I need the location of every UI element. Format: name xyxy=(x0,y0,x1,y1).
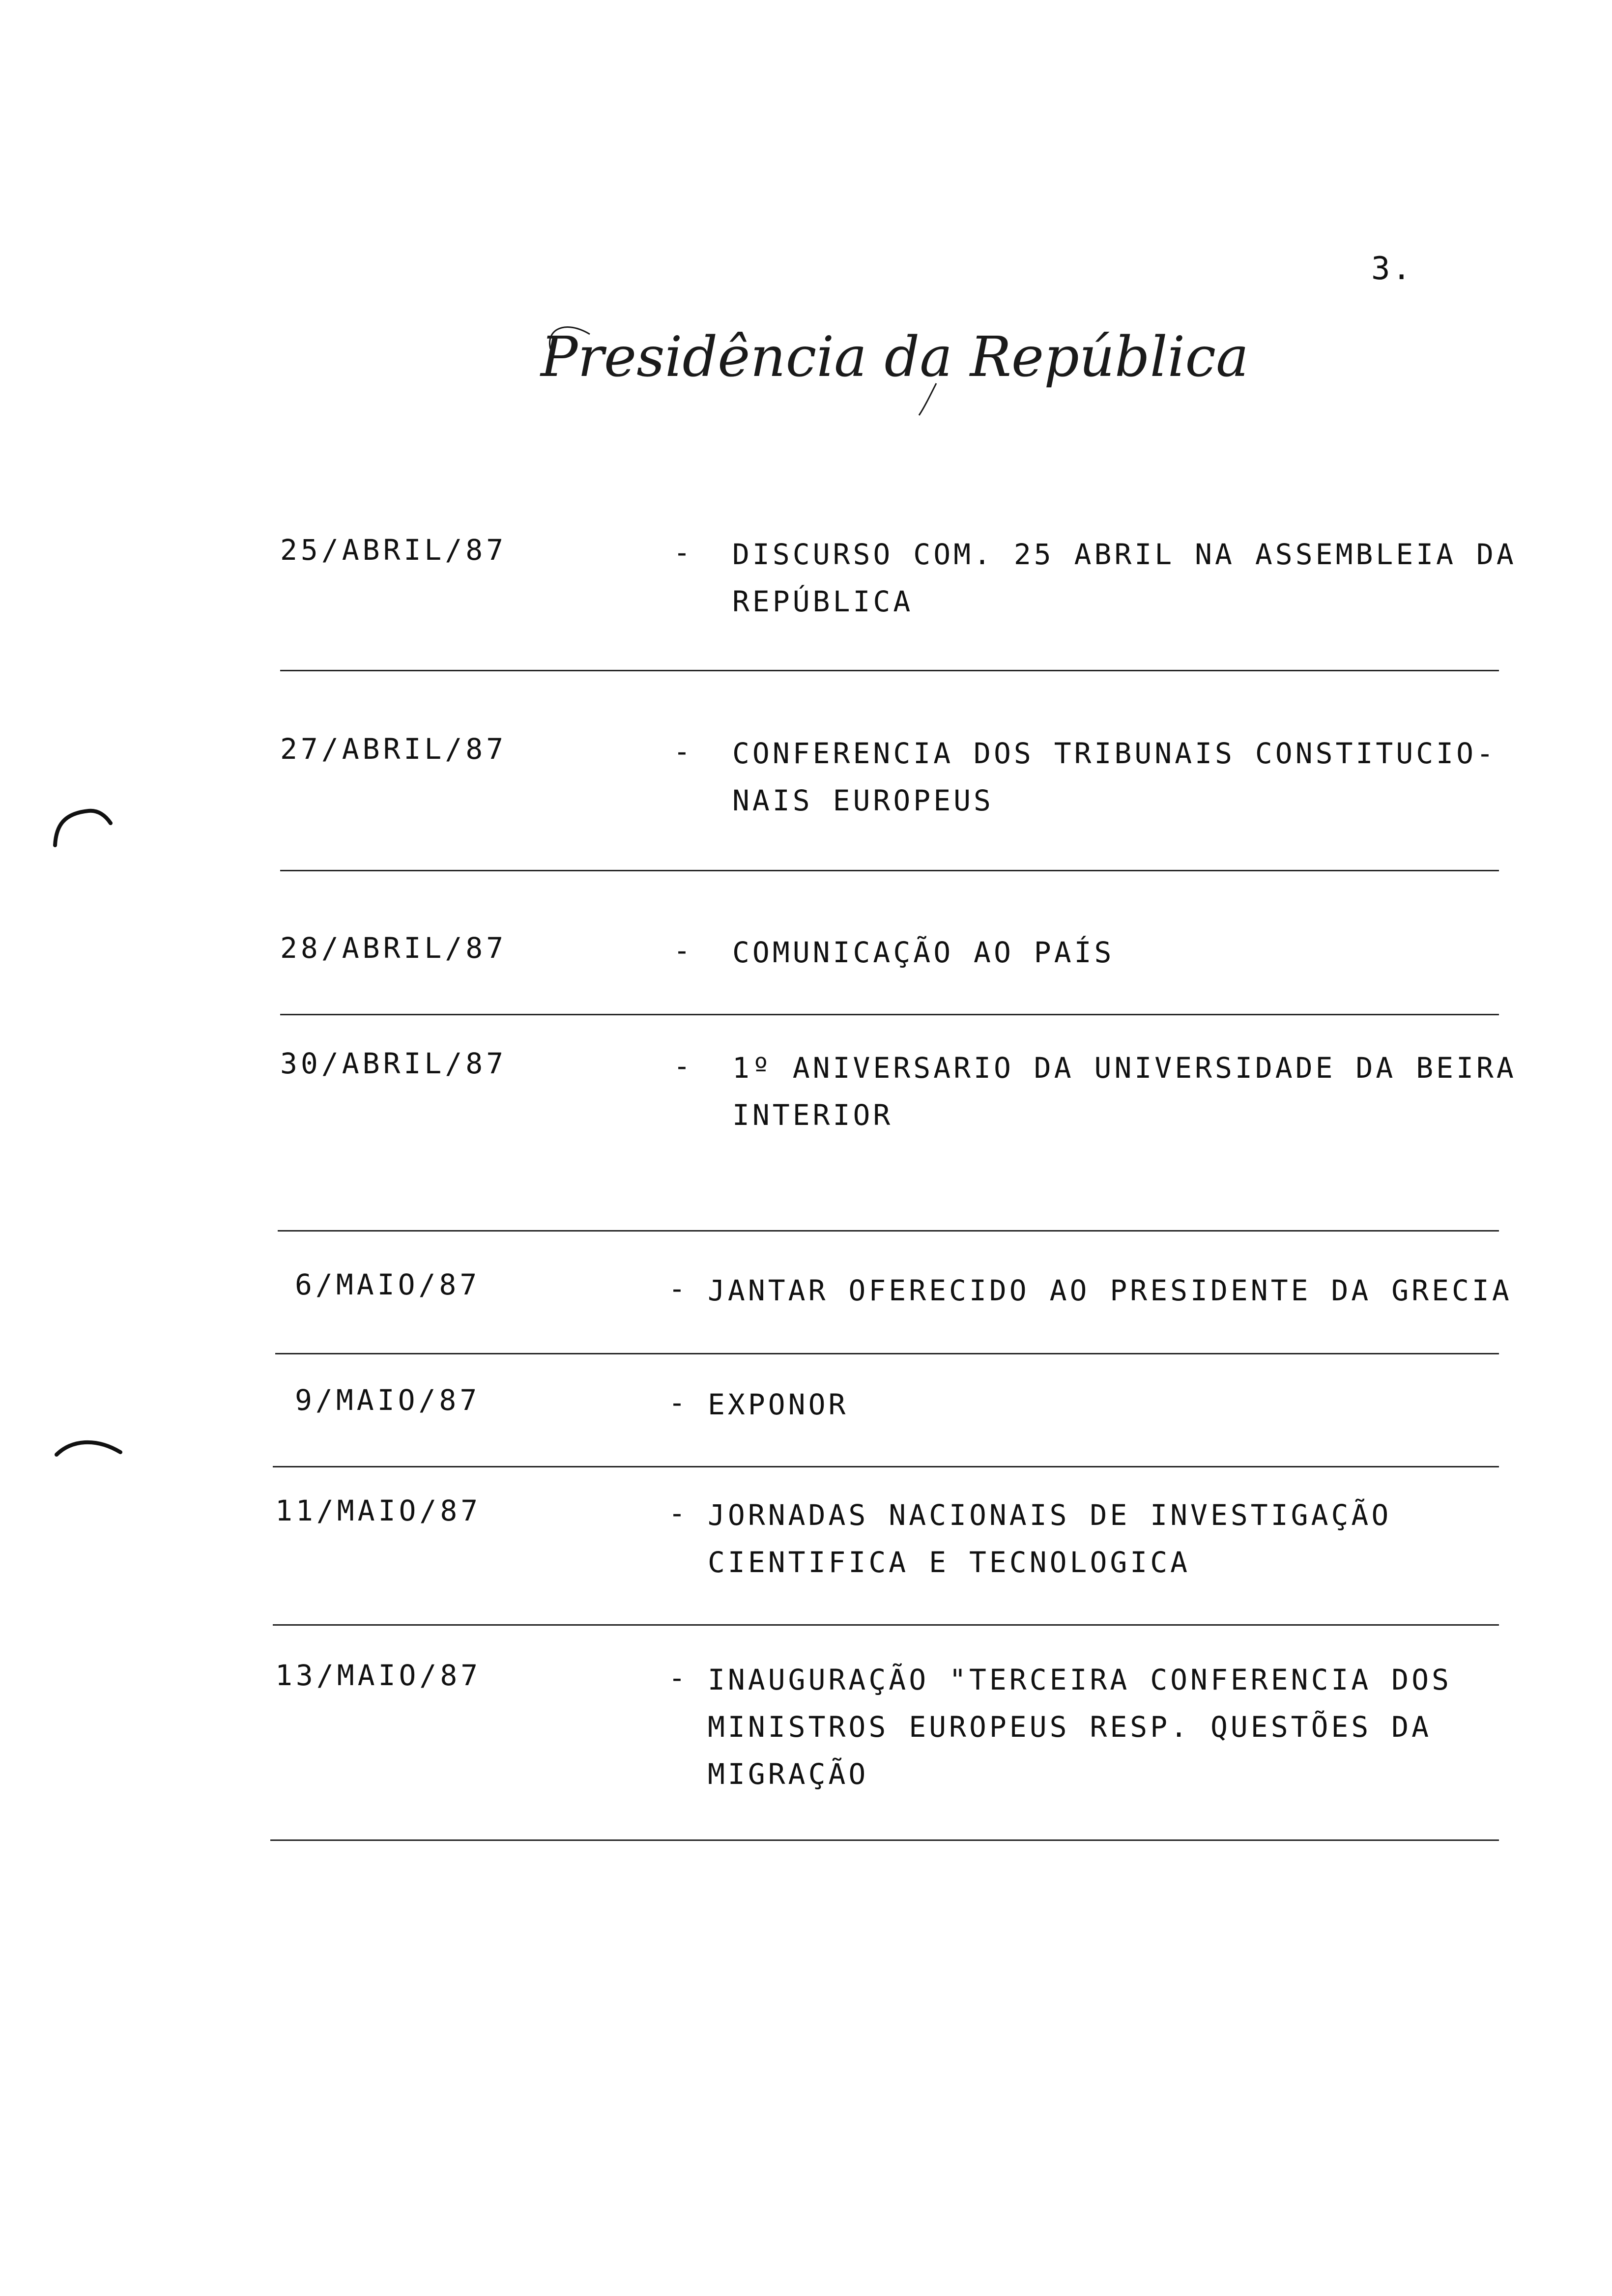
entry-description: INAUGURAÇÃO "TERCEIRA CONFERENCIA DOS MINISTROS EUROPEUS RESP. QUESTÕES DA MIGRAÇÃO xyxy=(708,1663,1452,1791)
row-divider xyxy=(275,1353,1499,1354)
entry-description: CONFERENCIA DOS TRIBUNAIS CONSTITUCIO- NAIS EUROPEUS xyxy=(732,737,1497,817)
entry-date: 27/ABRIL/87 xyxy=(280,732,507,766)
entry-dash: - xyxy=(668,1272,686,1305)
row-divider xyxy=(280,870,1499,871)
entry-dash: - xyxy=(673,934,691,967)
entry-date: 11/MAIO/87 xyxy=(275,1494,482,1527)
punch-hole-mark xyxy=(52,1425,125,1479)
entry-date: 25/ABRIL/87 xyxy=(280,533,507,567)
entry-description: JANTAR OFERECIDO AO PRESIDENTE DA GRECIA xyxy=(708,1274,1512,1307)
entry-dash: - xyxy=(673,1049,691,1083)
entry-date: 28/ABRIL/87 xyxy=(280,931,507,965)
entry-description: JORNADAS NACIONAIS DE INVESTIGAÇÃO CIENTIFICA E TECNOLOGICA xyxy=(708,1498,1392,1579)
letterhead-text: Presidência da República xyxy=(541,325,1249,389)
entry-dash: - xyxy=(668,1496,686,1530)
row-divider xyxy=(278,1230,1499,1232)
row-divider xyxy=(273,1624,1499,1626)
entry-description: EXPONOR xyxy=(708,1388,849,1421)
entry-description: 1º ANIVERSARIO DA UNIVERSIDADE DA BEIRA INTERIOR xyxy=(732,1051,1517,1132)
entry-description: DISCURSO COM. 25 ABRIL NA ASSEMBLEIA DA REPÚBLICA xyxy=(732,538,1517,618)
entry-description: COMUNICAÇÃO AO PAÍS xyxy=(732,936,1115,969)
entry-date: 30/ABRIL/87 xyxy=(280,1047,507,1080)
row-divider xyxy=(280,1014,1499,1015)
letterhead-script xyxy=(536,315,1249,418)
row-divider xyxy=(280,670,1499,671)
punch-hole-mark xyxy=(49,796,123,850)
entry-date: 6/MAIO/87 xyxy=(295,1268,481,1301)
page-number: 3. xyxy=(1371,251,1413,287)
row-divider xyxy=(273,1466,1499,1467)
entry-dash: - xyxy=(668,1661,686,1694)
entry-dash: - xyxy=(673,536,691,569)
entry-date: 13/MAIO/87 xyxy=(275,1659,482,1692)
entry-dash: - xyxy=(668,1386,686,1419)
entry-date: 9/MAIO/87 xyxy=(295,1383,481,1417)
entry-dash: - xyxy=(673,735,691,768)
row-divider xyxy=(270,1839,1499,1841)
